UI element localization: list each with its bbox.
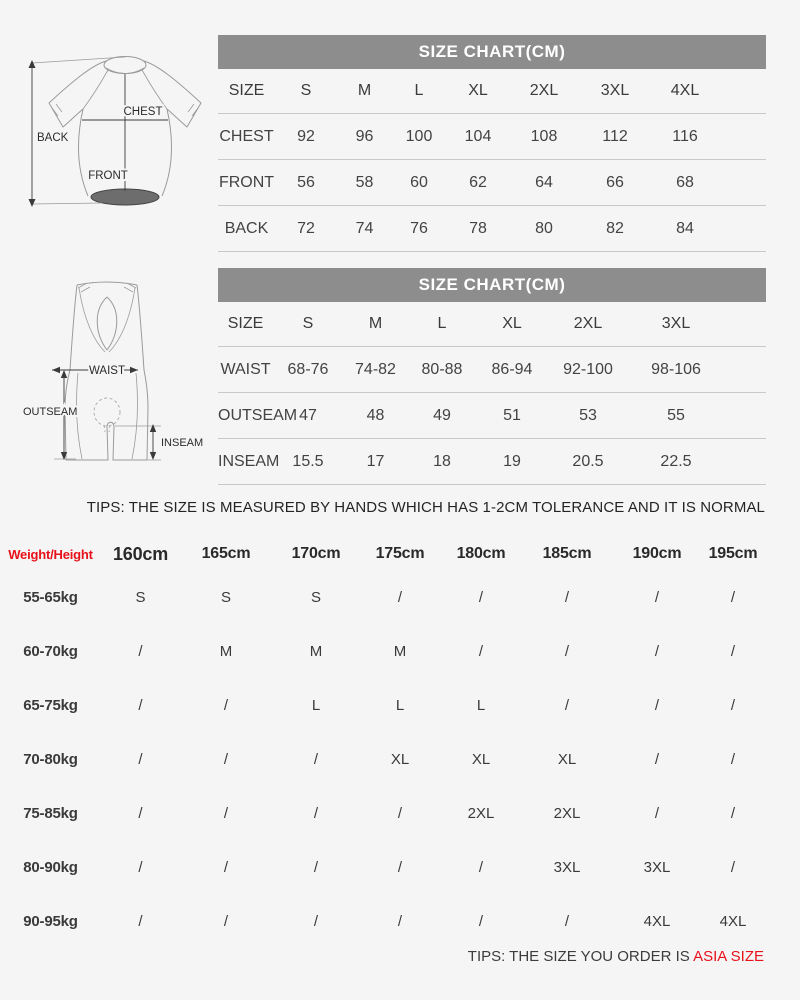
cell: /	[730, 588, 736, 606]
column-header: M	[357, 82, 372, 99]
cell: 3XL	[643, 858, 671, 876]
column-header: 185cm	[542, 545, 592, 562]
table-row	[0, 678, 800, 732]
cell: /	[138, 912, 143, 930]
cell: 74	[355, 219, 374, 237]
table-row	[218, 347, 766, 393]
row-label: OUTSEAM	[218, 406, 298, 424]
cell: /	[654, 696, 660, 714]
header-row	[218, 69, 766, 114]
cell: 3XL	[553, 858, 581, 876]
cell: /	[564, 912, 570, 930]
table-row	[0, 786, 800, 840]
cell: 98-106	[651, 360, 701, 378]
cell: /	[138, 858, 143, 876]
strap-hatch-marks	[78, 283, 136, 292]
cell: 116	[672, 127, 698, 145]
cell: 4XL	[719, 912, 747, 930]
cell: /	[654, 642, 660, 660]
row-label: 55-65kg	[23, 588, 78, 606]
cell: /	[223, 912, 229, 930]
cell: /	[138, 642, 143, 660]
cell: S	[220, 588, 231, 606]
cell: XL	[557, 750, 577, 768]
column-header: 165cm	[201, 545, 251, 562]
cell: /	[564, 642, 570, 660]
cell: /	[223, 696, 229, 714]
cell: 18	[433, 452, 451, 470]
row-label: SIZE	[227, 315, 264, 332]
row-label: SIZE	[228, 82, 265, 99]
column-header: S	[300, 82, 312, 99]
cell: 15.5	[292, 452, 324, 470]
row-label: 75-85kg	[23, 804, 78, 822]
column-header: 170cm	[291, 545, 341, 562]
cell: /	[397, 804, 403, 822]
cell: 108	[530, 127, 558, 145]
cell: /	[478, 642, 484, 660]
cell: 76	[410, 219, 428, 237]
cell: /	[397, 912, 403, 930]
cell: 60	[410, 173, 428, 191]
cell: /	[564, 588, 570, 606]
cell: /	[730, 858, 736, 876]
cell: 22.5	[660, 452, 692, 470]
cell: 68-76	[287, 360, 329, 378]
cell: /	[730, 642, 736, 660]
column-header: XL	[468, 82, 488, 99]
column-header: L	[437, 315, 447, 332]
cell: 92-100	[563, 360, 613, 378]
cell: 17	[366, 452, 385, 470]
table-row	[0, 732, 800, 786]
cell: 74-82	[355, 360, 396, 378]
column-header: 190cm	[632, 545, 682, 562]
cell: XL	[390, 750, 410, 768]
jersey-diagram	[18, 48, 218, 214]
cell: /	[313, 912, 319, 930]
cell: /	[138, 804, 143, 822]
column-header: XL	[502, 315, 522, 332]
row-label: 65-75kg	[23, 696, 78, 714]
asia-size-tip	[468, 948, 764, 965]
cell: /	[564, 696, 570, 714]
cell: /	[223, 804, 229, 822]
column-header: 3XL	[600, 82, 630, 99]
inseam-label: INSEAM	[161, 437, 204, 449]
cell: 62	[469, 173, 487, 191]
column-header: 160cm	[112, 543, 169, 564]
cell: /	[654, 804, 660, 822]
cell: /	[478, 858, 484, 876]
cell: /	[397, 588, 403, 606]
column-header: 2XL	[573, 315, 603, 332]
cell: 2XL	[553, 804, 581, 822]
table-row	[218, 393, 766, 439]
column-header: L	[414, 82, 424, 99]
cell: /	[654, 588, 660, 606]
cell: 64	[535, 173, 553, 191]
column-header: 3XL	[661, 315, 691, 332]
table-row	[218, 114, 766, 160]
cell: 19	[503, 452, 521, 470]
cell: 80-88	[421, 360, 463, 378]
cell: /	[478, 588, 484, 606]
cell: 112	[602, 127, 628, 145]
cell: M	[309, 642, 323, 660]
cell: 49	[433, 406, 451, 424]
asia-size-highlight: ASIA SIZE	[693, 948, 764, 965]
jersey-chart-title-bar: SIZE CHART(CM)	[218, 35, 766, 69]
row-label: 70-80kg	[23, 750, 78, 768]
weight-height-matrix	[0, 538, 800, 948]
cell: XL	[471, 750, 491, 768]
bib-shorts-diagram	[20, 275, 215, 470]
cell: 104	[464, 127, 492, 145]
bib-chart-title-bar: SIZE CHART(CM)	[218, 268, 766, 302]
cell: M	[219, 642, 233, 660]
table-row	[0, 570, 800, 624]
cell: 20.5	[572, 452, 604, 470]
row-label: BACK	[224, 219, 269, 237]
cell: 48	[366, 406, 385, 424]
header-row	[0, 538, 800, 570]
jersey-hem	[91, 189, 159, 205]
row-label: 90-95kg	[23, 912, 78, 930]
cell: 78	[469, 219, 487, 237]
cell: 47	[299, 406, 317, 424]
column-header: 175cm	[375, 545, 425, 562]
cell: 68	[676, 173, 694, 191]
table-row	[0, 894, 800, 948]
cell: S	[135, 588, 146, 606]
row-label: INSEAM	[218, 452, 280, 470]
table-row	[0, 624, 800, 678]
cell: 92	[297, 127, 315, 145]
jersey-right-outline	[144, 61, 201, 196]
row-label: 60-70kg	[23, 642, 78, 660]
cell: /	[730, 804, 736, 822]
cell: 58	[355, 173, 374, 191]
cell: M	[393, 642, 407, 660]
cell: L	[395, 696, 405, 714]
asia-size-tip-prefix: TIPS: THE SIZE YOU ORDER IS	[467, 948, 694, 965]
cell: 72	[297, 219, 315, 237]
column-header: M	[368, 315, 383, 332]
bib-size-table	[218, 302, 766, 485]
cell: /	[730, 750, 736, 768]
jersey-size-table	[218, 69, 766, 252]
row-label: WAIST	[220, 360, 271, 378]
cell: 55	[667, 406, 685, 424]
table-row	[218, 206, 766, 252]
cell: /	[313, 858, 319, 876]
column-header: S	[302, 315, 314, 332]
cell: L	[476, 696, 486, 714]
cell: /	[138, 750, 143, 768]
cell: /	[397, 858, 403, 876]
cell: 82	[606, 219, 624, 237]
cell: /	[138, 696, 143, 714]
racerback-opening	[97, 297, 117, 350]
cell: 80	[535, 219, 553, 237]
row-label: FRONT	[218, 173, 275, 191]
measure-tolerance-tip: TIPS: THE SIZE IS MEASURED BY HANDS WHICH HAS 1-2CM TOLERANCE AND IT IS NORMAL	[86, 499, 765, 516]
cell: 86-94	[491, 360, 533, 378]
cell: 96	[355, 127, 374, 145]
outseam-label: OUTSEAM	[23, 406, 78, 418]
front-label: FRONT	[88, 170, 128, 182]
row-label: Weight/Height	[8, 546, 93, 562]
column-header: 195cm	[708, 545, 758, 562]
table-row	[0, 840, 800, 894]
cell: 66	[606, 173, 624, 191]
cell: /	[478, 912, 484, 930]
column-header: 2XL	[529, 82, 559, 99]
jersey-size-chart	[218, 35, 766, 252]
table-row	[218, 439, 766, 485]
back-label: BACK	[37, 132, 69, 144]
cell: /	[223, 750, 229, 768]
column-header: 180cm	[456, 545, 506, 562]
header-row	[218, 302, 766, 347]
weight-height-table	[0, 538, 800, 948]
cell: 56	[297, 173, 315, 191]
bib-size-chart	[218, 268, 766, 485]
cell: 2XL	[467, 804, 495, 822]
cell: 51	[503, 406, 521, 424]
cell: /	[730, 696, 736, 714]
cell: 53	[579, 406, 597, 424]
jersey-collar	[104, 57, 146, 74]
row-label: 80-90kg	[23, 858, 78, 876]
row-label: CHEST	[219, 127, 274, 145]
cell: 4XL	[643, 912, 671, 930]
cell: L	[311, 696, 321, 714]
cell: S	[310, 588, 321, 606]
chest-label: CHEST	[123, 106, 163, 118]
cell: /	[654, 750, 660, 768]
column-header: 4XL	[670, 82, 700, 99]
chamois-pad	[94, 398, 120, 426]
table-row	[218, 160, 766, 206]
cell: /	[313, 804, 319, 822]
cell: /	[223, 858, 229, 876]
cell: 84	[676, 219, 694, 237]
waist-label: WAIST	[89, 365, 125, 377]
cell: 100	[405, 127, 433, 145]
cell: /	[313, 750, 319, 768]
